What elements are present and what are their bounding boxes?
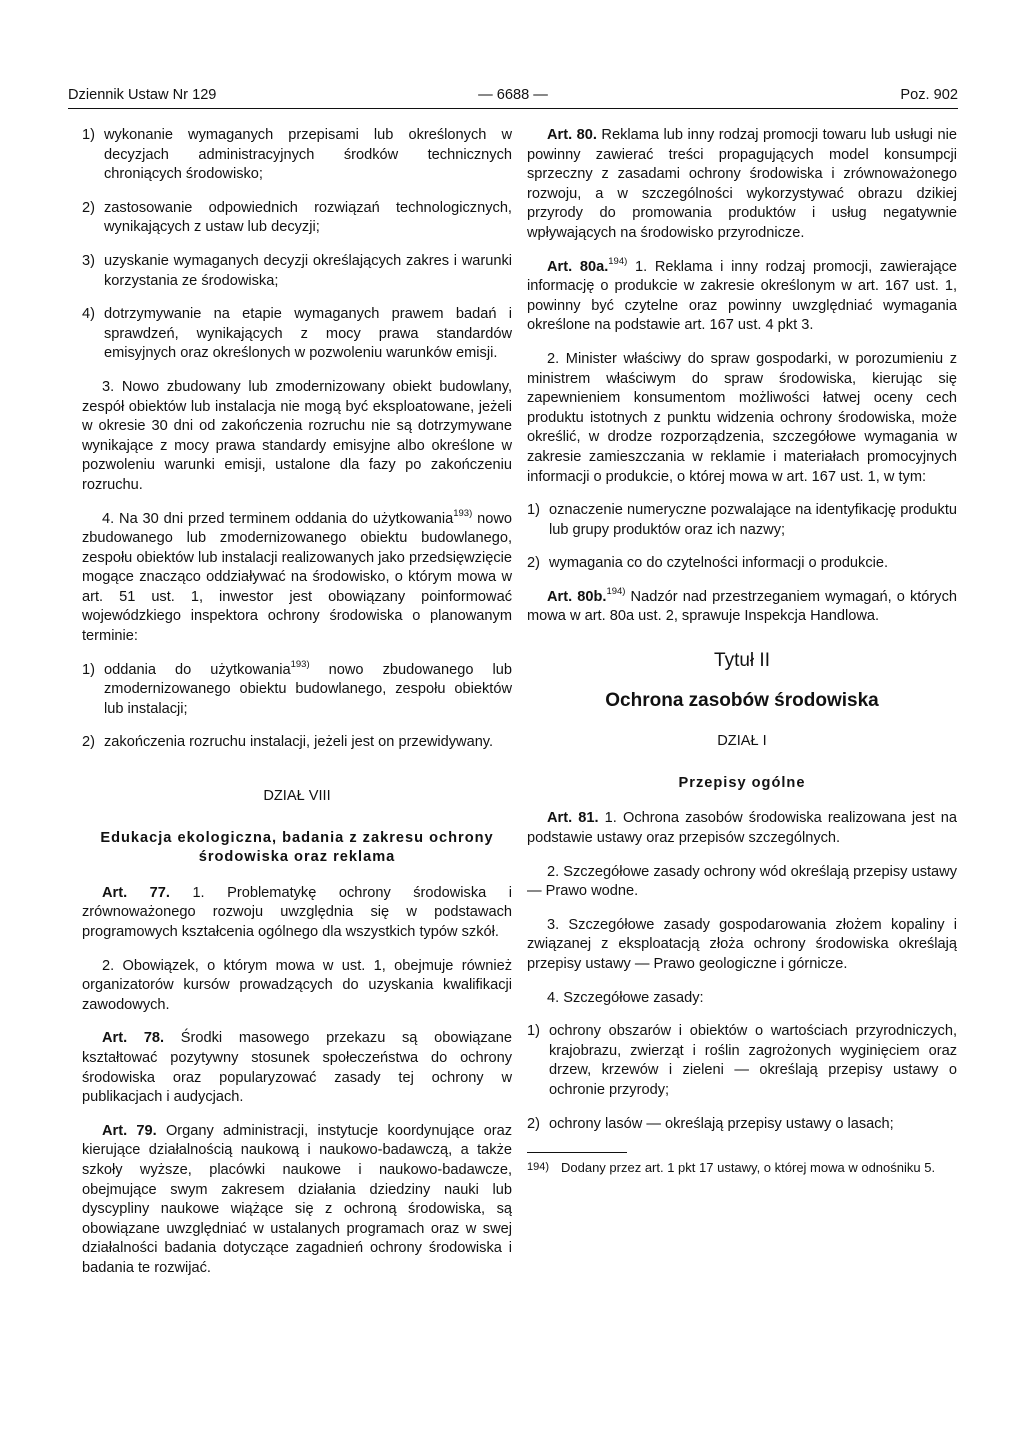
article-label: Art. 78.	[102, 1030, 165, 1047]
item-text	[104, 658, 513, 720]
article-text: 1. Reklama i inny rodzaj promocji, zawierające informację o produkcie w zakresie określonym w art. 167 ust. 1, powinny być czytelne oraz powinny uwzględniać wymagania określone na podstawie art. 167 ust. 4 pkt 3.	[527, 258, 957, 334]
paragraph-4-b: nowo zbudowanego lub zmodernizowanego obiektu budowlanego, zespołu obiektów lub instalacji realizowanych jako przedsięwzięcie mogące znacząco oddziaływać na środowisko, o którym mowa w art. 51 ust. 1, inwestor jest obowiązany poinformować wojewódzkiego inspektora ochrony środowiska o planowanym terminie:	[82, 510, 512, 645]
footnote-ref: 193)	[290, 658, 310, 670]
list-item	[82, 199, 512, 238]
item-text: zastosowanie odpowiednich rozwiązań technologicznych, wynikających z ustaw lub decyzji;	[104, 199, 512, 236]
list-item	[82, 658, 513, 720]
page-number: — 6688 —	[478, 87, 548, 103]
page-header	[68, 86, 958, 108]
title-heading: Tytuł II	[714, 650, 770, 672]
section-title: Przepisy ogólne	[678, 774, 806, 791]
paragraph-4-a: 4. Na 30 dni przed terminem oddania do użytkowania	[102, 510, 454, 527]
article-80b	[527, 588, 957, 627]
footnote-rule	[527, 1152, 627, 1153]
paragraph-4	[82, 507, 512, 647]
list-item	[527, 1115, 957, 1135]
article-81-2: 2. Szczegółowe zasady ochrony wód określają przepisy ustawy — Prawo wodne.	[527, 863, 957, 900]
article-label: Art. 79.	[102, 1122, 157, 1139]
item-number: 2)	[527, 1115, 540, 1132]
article-79	[82, 1122, 512, 1279]
footnote-number: 194)	[527, 1161, 550, 1174]
list-item	[82, 126, 512, 185]
article-81-4: 4. Szczegółowe zasady:	[547, 989, 704, 1006]
section-heading: DZIAŁ I	[717, 733, 767, 750]
item-number: 4)	[82, 306, 95, 323]
item-number: 1)	[82, 127, 95, 143]
list-item	[527, 1022, 957, 1100]
item-number: 1)	[527, 1023, 540, 1040]
item-number: 2)	[82, 199, 95, 216]
list-item	[82, 252, 512, 291]
item-text-b: nowo zbudowanego lub zmodernizowanego obiektu budowlanego, zespołu obiektów lub instalacji;	[104, 661, 513, 717]
article-78	[82, 1029, 512, 1107]
item-text: wymagania co do czytelności informacji o produkcie.	[549, 555, 889, 572]
article-77-2: 2. Obowiązek, o którym mowa w ust. 1, obejmuje również organizatorów kursów prowadzących do uzyskania kwalifikacji zawodowych.	[82, 957, 512, 1013]
article-81	[527, 809, 957, 848]
article-text: Reklama lub inny rodzaj promocji towaru lub usługi nie powinny zawierać treści propagujących model konsumpcji sprzeczny z zasadami ochrony środowiska i zrównoważonego rozwoju, a w szczególności wykorzystywać obrazu dzikiej przyrody do promowania produktów i usług negatywnie wpływających na środowisko przyrodnicze.	[527, 127, 957, 241]
right-column	[527, 126, 957, 1176]
item-number: 2)	[82, 734, 95, 751]
item-number: 1)	[527, 502, 540, 519]
article-80a-2: 2. Minister właściwy do spraw gospodarki, w porozumieniu z ministrem właściwym do spraw środowiska, kierując się zapewnieniem konsumentom możliwości łatwej oceny cech produktu istotnych z punktu widzenia ochrony środowiska, może określić, w drodze rozporządzenia, szczegółowe wymagania w zakresie zamieszczania w reklamie i materiałach promocyjnych informacji o produkcie, o której mowa w art. 167 ust. 1, w tym:	[527, 350, 957, 485]
left-column	[82, 126, 512, 1293]
article-80a	[527, 255, 957, 336]
article-text: 1. Problematykę ochrony środowiska i zrównoważonego rozwoju uwzględnia się w podstawach programowych kształcenia ogólnego dla wszystkich typów szkół.	[82, 884, 513, 940]
article-81-3: 3. Szczegółowe zasady gospodarowania złożem kopaliny i związanej z eksploatacją złoża ochrony środowiska określają przepisy ustawy — Prawo geologiczne i górnicze.	[527, 916, 957, 972]
item-text: zakończenia rozruchu instalacji, jeżeli jest on przewidywany.	[104, 734, 494, 751]
article-label: Art. 81.	[547, 810, 599, 827]
article-text: Środki masowego przekazu są obowiązane kształtować pozytywny stosunek społeczeństwa do ochrony środowiska oraz popularyzować zasady tej ochrony w publikacjach i audycjach.	[82, 1030, 512, 1106]
item-text: dotrzymywanie na etapie wymaganych prawem badań i sprawdzeń, wynikających z mocy prawa standardów emisyjnych oraz określonych w pozwoleniu warunków emisji.	[104, 306, 512, 362]
item-number: 1)	[82, 661, 95, 678]
footnote-ref: 193)	[453, 507, 473, 519]
article-text: Organy administracji, instytucje koordynujące oraz kierujące działalnością naukową i naukowo-badawczą, a także szkoły wyższe, placówki naukowe i naukowo-badawcze, obejmujące swym zakresem działania dziedziny nauki lub dyscypliny naukowe wiążące się z ochroną środowiska, są obowiązane uwzględniać w ustalanych programach oraz w swej działalności badania dotyczące zagadnień ochrony środowiska i badania te rozwijać.	[82, 1122, 512, 1276]
article-text: Nadzór nad przestrzeganiem wymagań, o których mowa w art. 80a ust. 2, sprawuje Inspekcja Handlowa.	[527, 588, 957, 625]
position-number: Poz. 902	[900, 87, 958, 103]
list-item	[527, 554, 957, 574]
item-text: uzyskanie wymaganych decyzji określających zakres i warunki korzystania ze środowiska;	[104, 252, 512, 289]
header-rule	[68, 108, 958, 109]
item-text: wykonanie wymaganych przepisami lub określonych w decyzjach administracyjnych środków technicznych chroniących środowisko;	[104, 127, 512, 183]
article-label: Art. 80.	[547, 127, 597, 143]
list-item	[527, 501, 957, 540]
item-number: 3)	[82, 252, 95, 269]
item-text-a: oddania do użytkowania	[104, 661, 291, 678]
item-text: ochrony lasów — określają przepisy ustawy o lasach;	[549, 1115, 894, 1132]
list-item	[82, 733, 512, 753]
section-title: Edukacja ekologiczna, badania z zakresu ochrony środowiska oraz reklama	[100, 829, 494, 866]
article-label: Art. 77.	[102, 884, 170, 901]
article-label: Art. 80a.	[547, 258, 609, 275]
article-80	[527, 126, 957, 244]
journal-title: Dziennik Ustaw Nr 129	[68, 87, 217, 103]
article-text: 1. Ochrona zasobów środowiska realizowana jest na podstawie ustawy oraz przepisów szczególnych.	[527, 810, 957, 847]
footnote-ref: 194)	[608, 255, 628, 267]
list-item	[82, 305, 512, 364]
footnote-ref: 194)	[606, 586, 626, 598]
article-label: Art. 80b.	[547, 588, 607, 605]
item-number: 2)	[527, 555, 540, 572]
footnote-text: Dodany przez art. 1 pkt 17 ustawy, o której mowa w odnośniku 5.	[561, 1160, 936, 1176]
section-heading: DZIAŁ VIII	[263, 788, 331, 805]
item-text: oznaczenie numeryczne pozwalające na identyfikację produktu lub grupy produktów oraz ich nazwy;	[549, 502, 957, 538]
article-77	[82, 884, 512, 943]
item-text: ochrony obszarów i obiektów o wartościach przyrodniczych, krajobrazu, zwierząt i roślin zagrożonych wyginięciem oraz drzew, krzewów i zieleni — określają przepisy ustawy o ochronie przyrody;	[549, 1023, 957, 1098]
title-name: Ochrona zasobów środowiska	[605, 689, 879, 711]
footnote	[527, 1159, 957, 1176]
paragraph-3: 3. Nowo zbudowany lub zmodernizowany obiekt budowlany, zespół obiektów lub instalacja nie mogą być eksploatowane, jeżeli w okresie 30 dni od zakończenia rozruchu nie są dotrzymywane wynikające z mocy prawa standardy emisyjne albo określone w pozwoleniu warunki emisji, ustalone dla fazy po zakończeniu rozruchu.	[82, 378, 512, 493]
